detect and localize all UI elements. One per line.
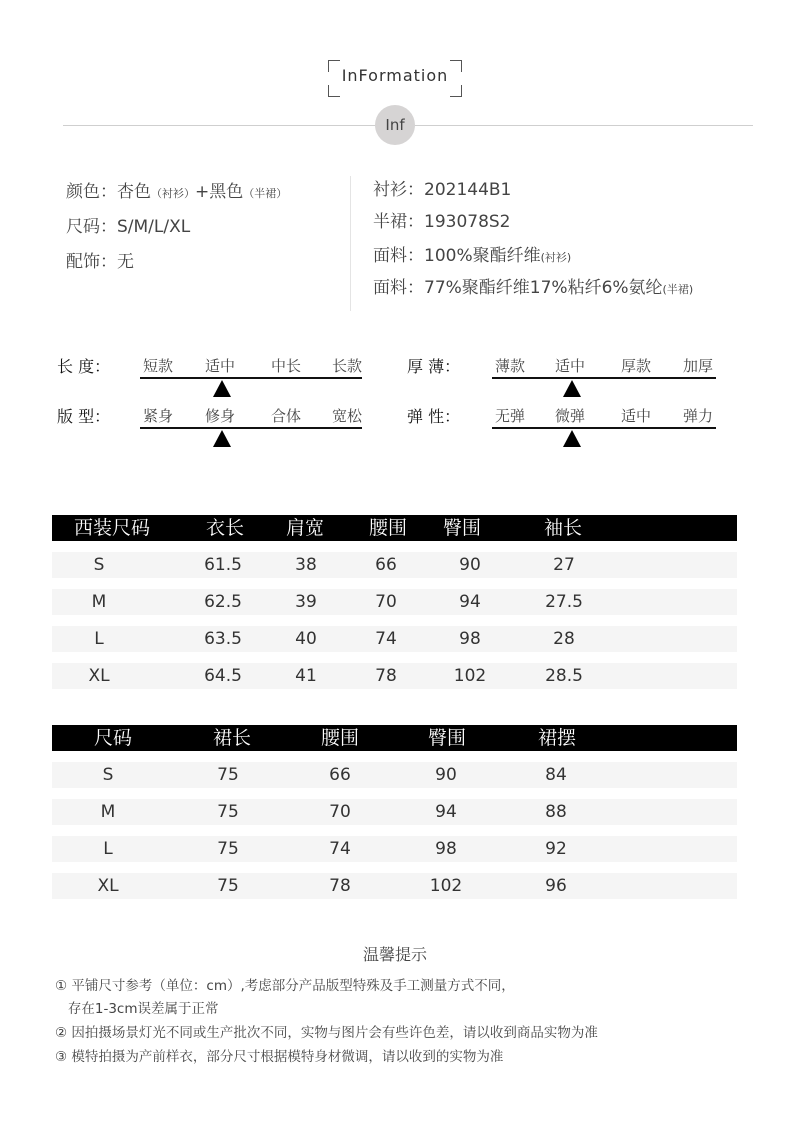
info-note: (衬衫)	[540, 251, 572, 264]
scale-label: 版 型：	[57, 407, 111, 426]
note-line: ① 平铺尺寸参考（单位：cm）,考虑部分产品版型特殊及手工测量方式不同，	[55, 978, 515, 994]
table-row	[52, 799, 737, 825]
column-header: 衣长	[205, 517, 244, 539]
scale-option: 适中	[554, 357, 585, 375]
vertical-divider	[350, 176, 351, 311]
table-cell: 98	[435, 839, 457, 859]
scale-option: 短款	[142, 357, 173, 375]
info-value: 202144B1	[424, 180, 512, 200]
table-row	[52, 626, 737, 652]
table-cell: 96	[545, 876, 567, 896]
info-label: 配饰：	[66, 252, 117, 272]
column-header: 腰围	[320, 727, 359, 749]
table-row	[52, 873, 737, 899]
note-line: ③ 模特拍摄为产前样衣，部分尺寸根据模特身材微调，请以收到的实物为准	[55, 1049, 504, 1065]
selected-marker-icon	[563, 380, 581, 397]
note-line: ② 因拍摄场景灯光不同或生产批次不同，实物与图片会有些许色差，请以收到商品实物为准	[55, 1025, 598, 1041]
info-value: 杏色	[117, 182, 151, 202]
table-cell: 102	[429, 876, 463, 896]
info-value: 77%聚酯纤维17%粘纤6%氨纶	[424, 278, 663, 298]
table-cell: 94	[459, 592, 481, 612]
table-cell: 92	[545, 839, 567, 859]
table-cell: 84	[545, 765, 567, 785]
column-header: 肩宽	[285, 517, 324, 539]
table-cell: 40	[295, 629, 317, 649]
suit-table-header	[52, 515, 737, 541]
scale-label: 长 度：	[57, 357, 111, 376]
column-header: 袖长	[543, 517, 582, 539]
table-cell: 28	[553, 629, 575, 649]
scale-option: 长款	[331, 357, 362, 375]
table-cell: XL	[97, 876, 119, 896]
scale-option: 修身	[204, 407, 235, 425]
table-cell: L	[103, 839, 113, 859]
scale-option: 适中	[620, 407, 651, 425]
column-header: 尺码	[93, 727, 132, 749]
info-accessory	[66, 247, 134, 272]
column-header: 西装尺码	[73, 517, 150, 539]
info-note: (半裙)	[662, 283, 694, 296]
notes-title: 温馨提示	[362, 945, 427, 964]
scale-option: 微弹	[554, 407, 585, 425]
table-cell: XL	[88, 666, 110, 686]
skirt-table-header	[52, 725, 737, 751]
table-cell: S	[93, 555, 105, 575]
table-cell: 98	[459, 629, 481, 649]
scale-line	[140, 427, 362, 429]
table-cell: 63.5	[204, 629, 242, 649]
info-note: （衬衫）	[151, 187, 195, 200]
table-cell: 62.5	[204, 592, 242, 612]
column-header: 裙长	[212, 727, 251, 749]
info-value: +黑色	[195, 182, 244, 202]
section-badge: Inf	[375, 105, 415, 145]
scale-option: 加厚	[682, 357, 713, 375]
table-cell: 70	[329, 802, 351, 822]
table-row	[52, 836, 737, 862]
table-cell: 41	[295, 666, 317, 686]
table-cell: 61.5	[204, 555, 242, 575]
selected-marker-icon	[213, 430, 231, 447]
info-note: （半裙）	[243, 187, 288, 200]
table-cell: 78	[329, 876, 351, 896]
table-cell: 66	[329, 765, 351, 785]
scale-label: 厚 薄：	[407, 357, 461, 376]
table-cell: 64.5	[204, 666, 242, 686]
table-row	[52, 589, 737, 615]
scale-option: 宽松	[331, 407, 362, 425]
section-title: InFormation	[341, 66, 449, 85]
table-cell: 28.5	[545, 666, 583, 686]
info-label: 衬衫：	[373, 180, 424, 200]
info-label: 面料：	[373, 246, 424, 266]
table-row	[52, 552, 737, 578]
table-cell: L	[94, 629, 104, 649]
table-cell: M	[91, 592, 107, 612]
column-header: 臀围	[442, 517, 481, 539]
info-size	[66, 212, 190, 237]
info-skirt-code	[373, 207, 511, 232]
table-cell: 75	[217, 876, 239, 896]
column-header: 臀围	[427, 727, 466, 749]
table-cell: 102	[453, 666, 487, 686]
table-cell: M	[100, 802, 116, 822]
table-cell: 38	[295, 555, 317, 575]
column-header: 腰围	[368, 517, 407, 539]
table-cell: 94	[435, 802, 457, 822]
scale-line	[140, 377, 362, 379]
table-cell: 39	[295, 592, 317, 612]
selected-marker-icon	[213, 380, 231, 397]
info-label: 半裙：	[373, 212, 424, 232]
scale-option: 适中	[204, 357, 235, 375]
table-cell: 66	[375, 555, 397, 575]
scale-option: 紧身	[142, 407, 173, 425]
selected-marker-icon	[563, 430, 581, 447]
table-cell: 70	[375, 592, 397, 612]
table-cell: 88	[545, 802, 567, 822]
scale-option: 合体	[270, 407, 301, 425]
info-value: 193078S2	[424, 212, 511, 232]
scale-option: 厚款	[620, 357, 651, 375]
scale-option: 无弹	[494, 407, 525, 425]
table-cell: 78	[375, 666, 397, 686]
table-cell: 75	[217, 765, 239, 785]
scale-option: 中长	[270, 357, 301, 375]
corner-decoration	[450, 85, 462, 97]
info-label: 颜色：	[66, 182, 117, 202]
info-value: S/M/L/XL	[117, 217, 191, 237]
info-shirt-code	[373, 175, 511, 200]
info-color	[66, 177, 287, 202]
note-line: 存在1-3cm误差属于正常	[55, 1001, 219, 1017]
table-cell: 27.5	[545, 592, 583, 612]
table-cell: 90	[459, 555, 481, 575]
scale-line	[492, 377, 716, 379]
corner-decoration	[328, 85, 340, 97]
info-label: 尺码：	[66, 217, 117, 237]
column-header: 裙摆	[537, 727, 576, 749]
table-cell: 74	[375, 629, 397, 649]
table-cell: 74	[329, 839, 351, 859]
table-cell: 75	[217, 802, 239, 822]
info-label: 面料：	[373, 278, 424, 298]
scale-option: 弹力	[682, 407, 713, 425]
info-value: 100%聚酯纤维	[424, 246, 541, 266]
table-cell: 75	[217, 839, 239, 859]
info-fabric-skirt	[373, 273, 693, 298]
table-row	[52, 663, 737, 689]
scale-option: 薄款	[494, 357, 525, 375]
table-cell: 27	[553, 555, 575, 575]
table-cell: 90	[435, 765, 457, 785]
scale-label: 弹 性：	[407, 407, 461, 426]
table-row	[52, 762, 737, 788]
table-cell: S	[102, 765, 114, 785]
info-value: 无	[117, 252, 134, 272]
scale-line	[492, 427, 716, 429]
info-fabric-shirt	[373, 241, 571, 266]
